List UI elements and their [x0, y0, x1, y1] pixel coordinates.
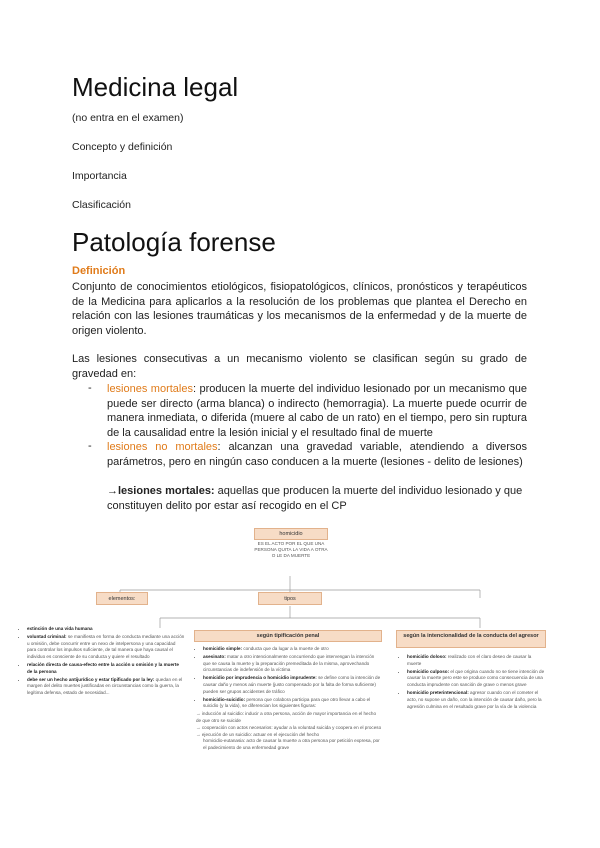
- homicidio-description: ES EL ACTO POR EL QUE UNA PERSONA QUITA LA VIDA A OTRA O LE DA MUERTE: [254, 541, 328, 559]
- intencion-item: • homicidio preterintencional: agresor cuando con el cometer el acto, no supone un daño, con la intención de causar daño, pero la agresión culmina en el resultado grave por la vía de la violencia: [407, 690, 546, 710]
- tipo-extra: homicidio-eutanasia: acto de causar la muerte a otra persona por petición expresa, por el padecimiento de una enfermedad grave: [203, 738, 380, 751]
- subheading-definicion: Definición: [72, 265, 126, 277]
- arrow-text: aquellas que producen la muerte del individuo lesionado y que constituyen delito por estar así recogido en el CP: [107, 485, 523, 512]
- tipo-item: • homicidio-suicidio: persona que colabora participa para que otro llevar a cabo el suicidio (y la vida), se diferencian los siguientes figuras:: [203, 697, 382, 711]
- tipo-item: • homicidio por imprudencia o homicidio imprudente: se define como la intención de causar daño y menos aún muerte (justo compensado por la falta de forma suficiente) pueden ser grupos accidentes de tráfico: [203, 675, 382, 695]
- term-lesiones-mortales: lesiones mortales: [107, 383, 193, 395]
- definition-paragraph: Conjunto de conocimientos etiológicos, fisiopatológicos, clínicos, pronósticos y terapéuticos de la Medicina para aplicarlos a la resolución de los problemas que plantea el Derecho en relación con las lesiones traumáticas y los mecanismos de la enfermedad y de la muerte de origen violento.: [72, 281, 527, 337]
- text-lesiones-mortales: : producen la muerte del individuo lesionado por un mecanismo que puede ser directo (arma blanca) o indirecto (hemorragia). La muerte puede ocurrir de manera inmediata, o diferida (muere al cabo de un rato) en el tiempo, pero sin ruptura de la causalidad entre la lesión inicial y el resultado final de muerte: [107, 383, 527, 439]
- heading-patologia-forense: Patología forense: [72, 227, 276, 257]
- elemento-item: • debe ser un hecho antijurídico y estar tipificado por la ley: quedan en el margen del delito muertes justificadas en circunstancias como la guerra, la legítima defensa, estado de necesidad...: [27, 677, 185, 697]
- box-intencionalidad: según la intencionalidad de la conducta del agresor: [396, 630, 546, 648]
- bullet-dash: -: [88, 440, 92, 452]
- box-homicidio: homicidio: [254, 528, 328, 540]
- item-concepto: Concepto y definición: [72, 141, 173, 153]
- elemento-item: • voluntad criminal: se manifiesta en forma de conducta mediante una acción u omisión, debe concurrir entre un nexo de intelpersona y una capacidad para controlar los impulsos suficiente, de tal manera que haya causal el individuo es consciente de su conducta y quiere el resultado: [27, 634, 185, 661]
- intencion-item: • homicidio doloso: realizado con el claro deseo de causar la muerte: [407, 654, 546, 668]
- box-tipos: tipos: [258, 592, 322, 605]
- heading-medicina-legal: Medicina legal: [72, 72, 239, 102]
- text-lesiones-no-mortales: : alcanzan una gravedad variable, atendiendo a diversos parámetros, pero en ningún caso conducen a la muerte (lesiones - delito de lesiones): [107, 441, 527, 468]
- intencion-item: • homicidio culposo: el que origina cuando no se tiene intención de causar la muerte pero este se produce como consecuencia de una conducta imprudente con sanción de grave o menos grave: [407, 669, 546, 689]
- arrow-term: →lesiones mortales:: [107, 485, 215, 497]
- intro-paragraph: Las lesiones consecutivas a un mecanismo violento se clasifican según su grado de gravedad en:: [72, 353, 527, 380]
- intencionalidad-list: [400, 654, 546, 711]
- elemento-item: • extinción de una vida humana: [27, 626, 185, 633]
- elemento-item: • relación directa de causa-efecto entre la acción u omisión y la muerte de la persona: [27, 662, 185, 676]
- note-no-examen: (no entra en el examen): [72, 112, 184, 124]
- bullet-dash: -: [88, 382, 92, 394]
- tipo-item: • homicidio simple: conducta que da lugar a la muerte de otro: [203, 646, 382, 653]
- elementos-list: [20, 626, 185, 698]
- tipo-extra: → inducción al suicidio: inducir a otra persona, acción de mayor importancia en el hecho de que otro se suicide: [196, 711, 377, 723]
- tipo-extra: → cooperación con actos necesarios: ayudar a la voluntad suicida y coopera en el proceso: [196, 724, 382, 730]
- tipificacion-list: [196, 646, 382, 752]
- tipo-extra: → ejecución de un suicidio: actuar en el ejecución del hecho: [196, 731, 320, 737]
- box-tipificacion-penal: según tipificación penal: [194, 630, 382, 642]
- tipo-item: • asesinato: matar a otro intencionalmente concurriendo que intervengan la intención que se causa la muerte y la preparación premeditada de la misma, aprovechando circunstancias de indefensión de la víctima: [203, 654, 382, 674]
- term-lesiones-no-mortales: lesiones no mortales: [107, 441, 218, 453]
- item-importancia: Importancia: [72, 170, 127, 182]
- item-clasificacion: Clasificación: [72, 199, 131, 211]
- box-elementos: elementos:: [96, 592, 148, 605]
